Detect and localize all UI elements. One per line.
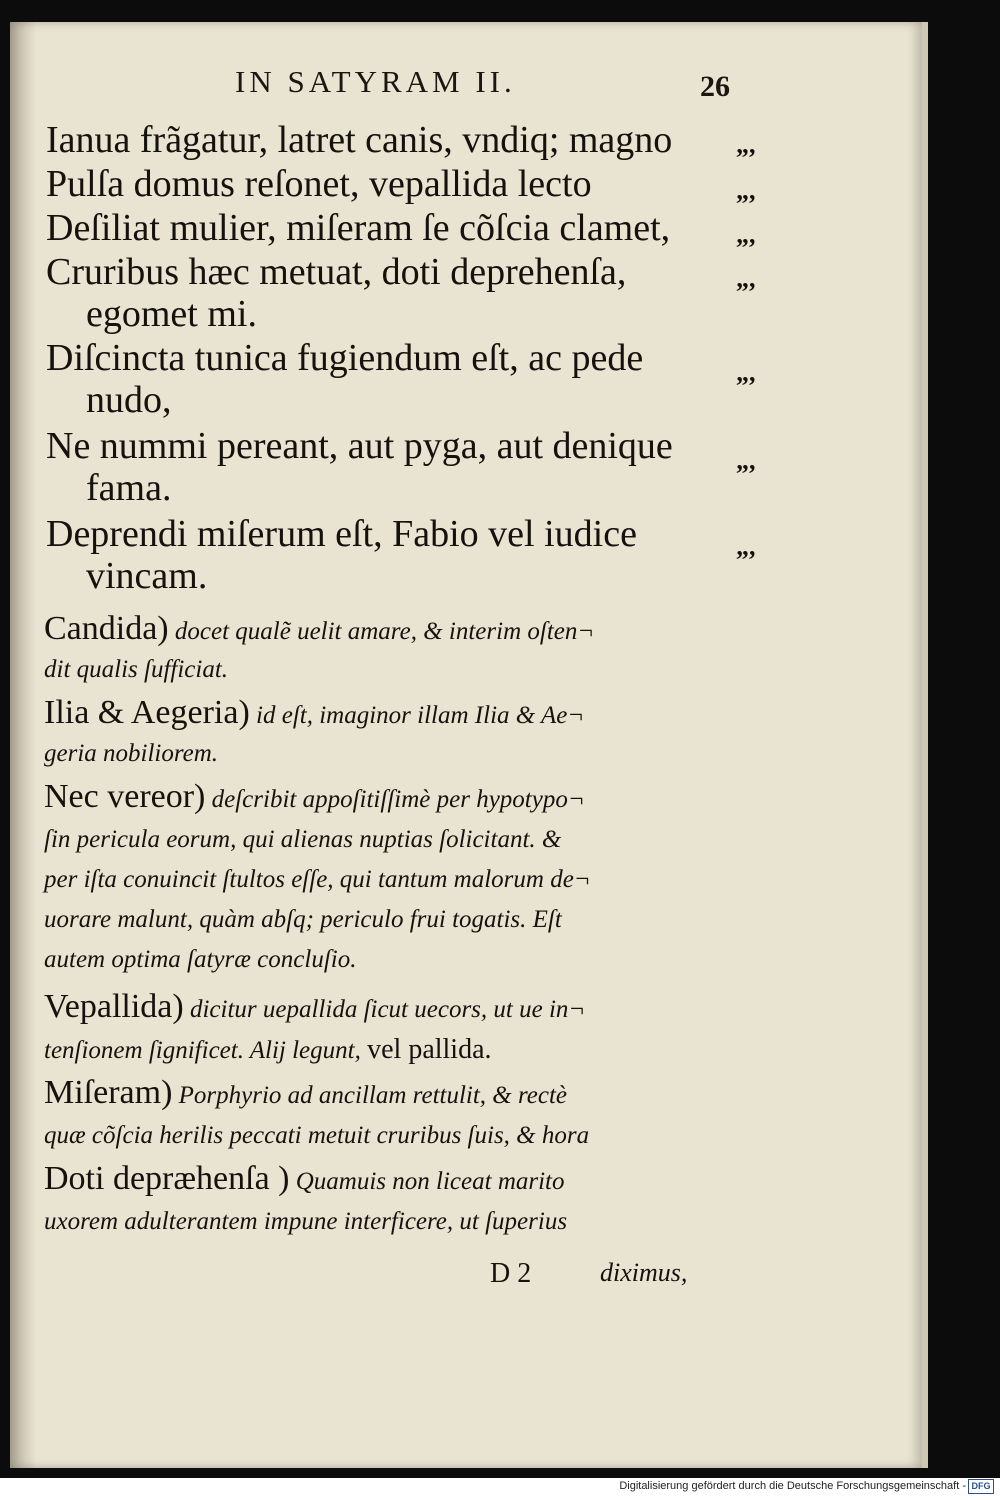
verse-line: Cruribus hæc metuat, doti deprehenſa, (46, 251, 627, 293)
quotation-mark: „, (736, 532, 756, 561)
verse-line: Diſcincta tunica fugiendum eſt, ac pede (46, 337, 644, 379)
quotation-mark: „, (736, 220, 756, 249)
commentary-line (44, 1208, 744, 1236)
commentary-line (44, 656, 744, 684)
verse-line: vincam. (86, 555, 208, 597)
commentary-gloss: dicitur uepallida ſicut uecors, ut ue in¬ (183, 996, 586, 1023)
commentary-line (44, 1034, 744, 1066)
commentary-lemma: Miſeram) (44, 1074, 173, 1111)
running-head: IN SATYRAM II. (235, 64, 516, 99)
commentary-line (44, 740, 744, 768)
commentary-line (44, 778, 744, 816)
verse-line: Ianua frãgatur, latret canis, vndiq; magno (46, 119, 673, 161)
commentary-line (44, 1122, 744, 1150)
commentary-lemma: Nec vereor) (44, 778, 206, 815)
commentary-gloss: dit qualis ſufficiat. (44, 656, 229, 683)
quotation-mark: „, (736, 264, 756, 293)
dfg-logo: DFG (968, 1479, 994, 1494)
commentary-gloss: deſcribit appoſitiſſimè per hypotypo¬ (205, 786, 585, 813)
commentary-lemma: Doti depræhenſa ) (44, 1160, 290, 1197)
commentary-line (44, 866, 744, 894)
commentary-lemma: Vepallida) (44, 988, 184, 1025)
commentary-gloss: geria nobiliorem. (44, 740, 219, 767)
verse-line: Deſiliat mulier, miſeram ſe cõſcia clamet, (46, 207, 671, 249)
digitization-credit: Digitalisierung gefördert durch die Deutsche Forschungsgemeinschaft - (619, 1480, 966, 1492)
commentary-lemma: Ilia & Aegeria) (44, 694, 250, 731)
verse-line: fama. (86, 467, 172, 509)
commentary-line (44, 906, 744, 934)
commentary-line (44, 1160, 744, 1198)
commentary-gloss: Porphyrio ad ancillam rettulit, & rectè (172, 1082, 568, 1109)
commentary-line (44, 610, 744, 648)
commentary-gloss: tenſionem ſignificet. Alij legunt, (44, 1037, 368, 1064)
commentary-lemma: Candida) (44, 610, 169, 647)
quotation-mark: „, (736, 176, 756, 205)
page-number: 26 (700, 70, 730, 103)
quotation-mark: „, (736, 446, 756, 475)
commentary-gloss: autem optima ſatyræ concluſio. (44, 946, 357, 973)
quotation-mark: „, (736, 130, 756, 159)
commentary-variant: vel pallida. (367, 1034, 492, 1065)
signature-mark: D 2 (490, 1258, 532, 1289)
commentary-gloss: quæ cõſcia herilis peccati metuit cruribus ſuis, & hora (44, 1122, 590, 1149)
commentary-line (44, 946, 744, 974)
verse-line: Pulſa domus reſonet, vepallida lecto (46, 163, 592, 205)
quotation-mark: „, (736, 358, 756, 387)
commentary-gloss: Quamuis non liceat marito (289, 1168, 565, 1195)
page-edge (922, 22, 928, 1468)
commentary-gloss: per iſta conuincit ſtultos eſſe, qui tantum malorum de¬ (44, 866, 591, 893)
commentary-line (44, 988, 744, 1026)
verse-line: nudo, (86, 379, 172, 421)
commentary-gloss: uorare malunt, quàm abſq; periculo frui togatis. Eſt (44, 906, 562, 933)
verse-line: egomet mi. (86, 293, 257, 335)
commentary-gloss: ſin pericula eorum, qui alienas nuptias ſolicitant. & (44, 826, 562, 853)
commentary-gloss: id eſt, imaginor illam Ilia & Ae¬ (249, 702, 585, 729)
verse-line: Ne nummi pereant, aut pyga, aut denique (46, 425, 673, 467)
spine-shadow (10, 22, 36, 1468)
commentary-line (44, 694, 744, 732)
verse-line: Deprendi miſerum eſt, Fabio vel iudice (46, 513, 637, 555)
commentary-line (44, 826, 744, 854)
commentary-gloss: uxorem adulterantem impune interficere, ut ſuperius (44, 1208, 568, 1235)
commentary-line (44, 1074, 744, 1112)
catchword: diximus, (600, 1258, 688, 1287)
commentary-gloss: docet qualẽ uelit amare, & interim oſten¬ (168, 618, 595, 645)
